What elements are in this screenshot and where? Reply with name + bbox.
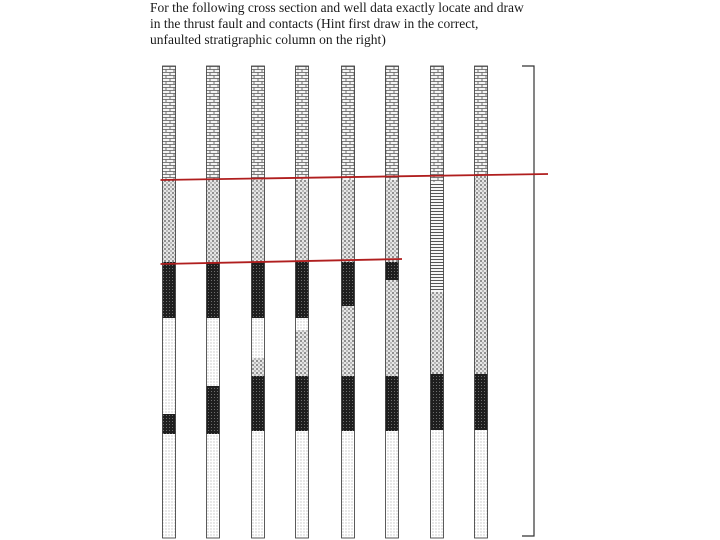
wells-group	[163, 66, 488, 538]
conglomerate-layer	[207, 180, 220, 262]
shale-layer	[296, 262, 309, 318]
limestone-layer	[296, 66, 309, 180]
lower-fault-line	[161, 259, 403, 264]
conglomerate-layer	[296, 330, 309, 376]
well-column-5	[342, 66, 355, 538]
sandstone-layer	[475, 430, 488, 538]
conglomerate-layer	[475, 176, 488, 374]
shale-layer	[207, 386, 220, 434]
well-column-6	[386, 66, 399, 538]
instructions-line-1: For the following cross section and well data exactly locate and draw	[150, 0, 524, 15]
well-column-3	[252, 66, 265, 538]
sandstone-layer	[252, 318, 265, 358]
sandstone-layer	[386, 431, 399, 538]
conglomerate-layer	[386, 180, 399, 262]
sandstone-layer	[163, 434, 176, 538]
shale-layer	[475, 374, 488, 430]
shale-layer	[252, 262, 265, 318]
conglomerate-layer	[342, 306, 355, 376]
shale-layer	[431, 374, 444, 430]
well-column-7	[431, 66, 444, 538]
shale-layer	[252, 376, 265, 431]
shale-layer	[163, 262, 176, 318]
well-column-1	[163, 66, 176, 538]
shale-layer	[296, 376, 309, 431]
instructions-line-2: in the thrust fault and contacts (Hint first draw in the correct,	[150, 16, 479, 31]
sandstone-layer	[431, 430, 444, 538]
limestone-layer	[342, 66, 355, 180]
conglomerate-layer	[386, 280, 399, 376]
sandstone-layer	[207, 434, 220, 538]
limestone-layer	[252, 66, 265, 180]
well-column-8	[475, 66, 488, 538]
limestone-layer	[431, 66, 444, 182]
shale-layer	[207, 262, 220, 318]
sandstone-layer	[296, 318, 309, 330]
limestone-layer	[386, 66, 399, 180]
sandstone-layer	[342, 431, 355, 538]
limestone-layer	[207, 66, 220, 180]
well-column-2	[207, 66, 220, 538]
conglomerate-layer	[252, 180, 265, 262]
conglomerate-layer	[296, 180, 309, 262]
empty-column-bracket	[522, 66, 534, 536]
shale-layer	[342, 262, 355, 306]
well-column-4	[296, 66, 309, 538]
shale-layer	[386, 376, 399, 431]
sandstone-layer	[163, 318, 176, 414]
conglomerate-layer	[163, 180, 176, 262]
shale-layer	[163, 414, 176, 434]
sandstone-layer	[207, 318, 220, 386]
striped-layer	[431, 182, 444, 292]
shale-layer	[386, 262, 399, 280]
shale-layer	[342, 376, 355, 431]
conglomerate-layer	[431, 292, 444, 374]
sandstone-layer	[296, 431, 309, 538]
conglomerate-layer	[342, 180, 355, 262]
conglomerate-layer	[252, 358, 265, 376]
limestone-layer	[163, 66, 176, 180]
sandstone-layer	[252, 431, 265, 538]
limestone-layer	[475, 66, 488, 176]
instructions-line-3: unfaulted stratigraphic column on the right)	[150, 32, 386, 47]
